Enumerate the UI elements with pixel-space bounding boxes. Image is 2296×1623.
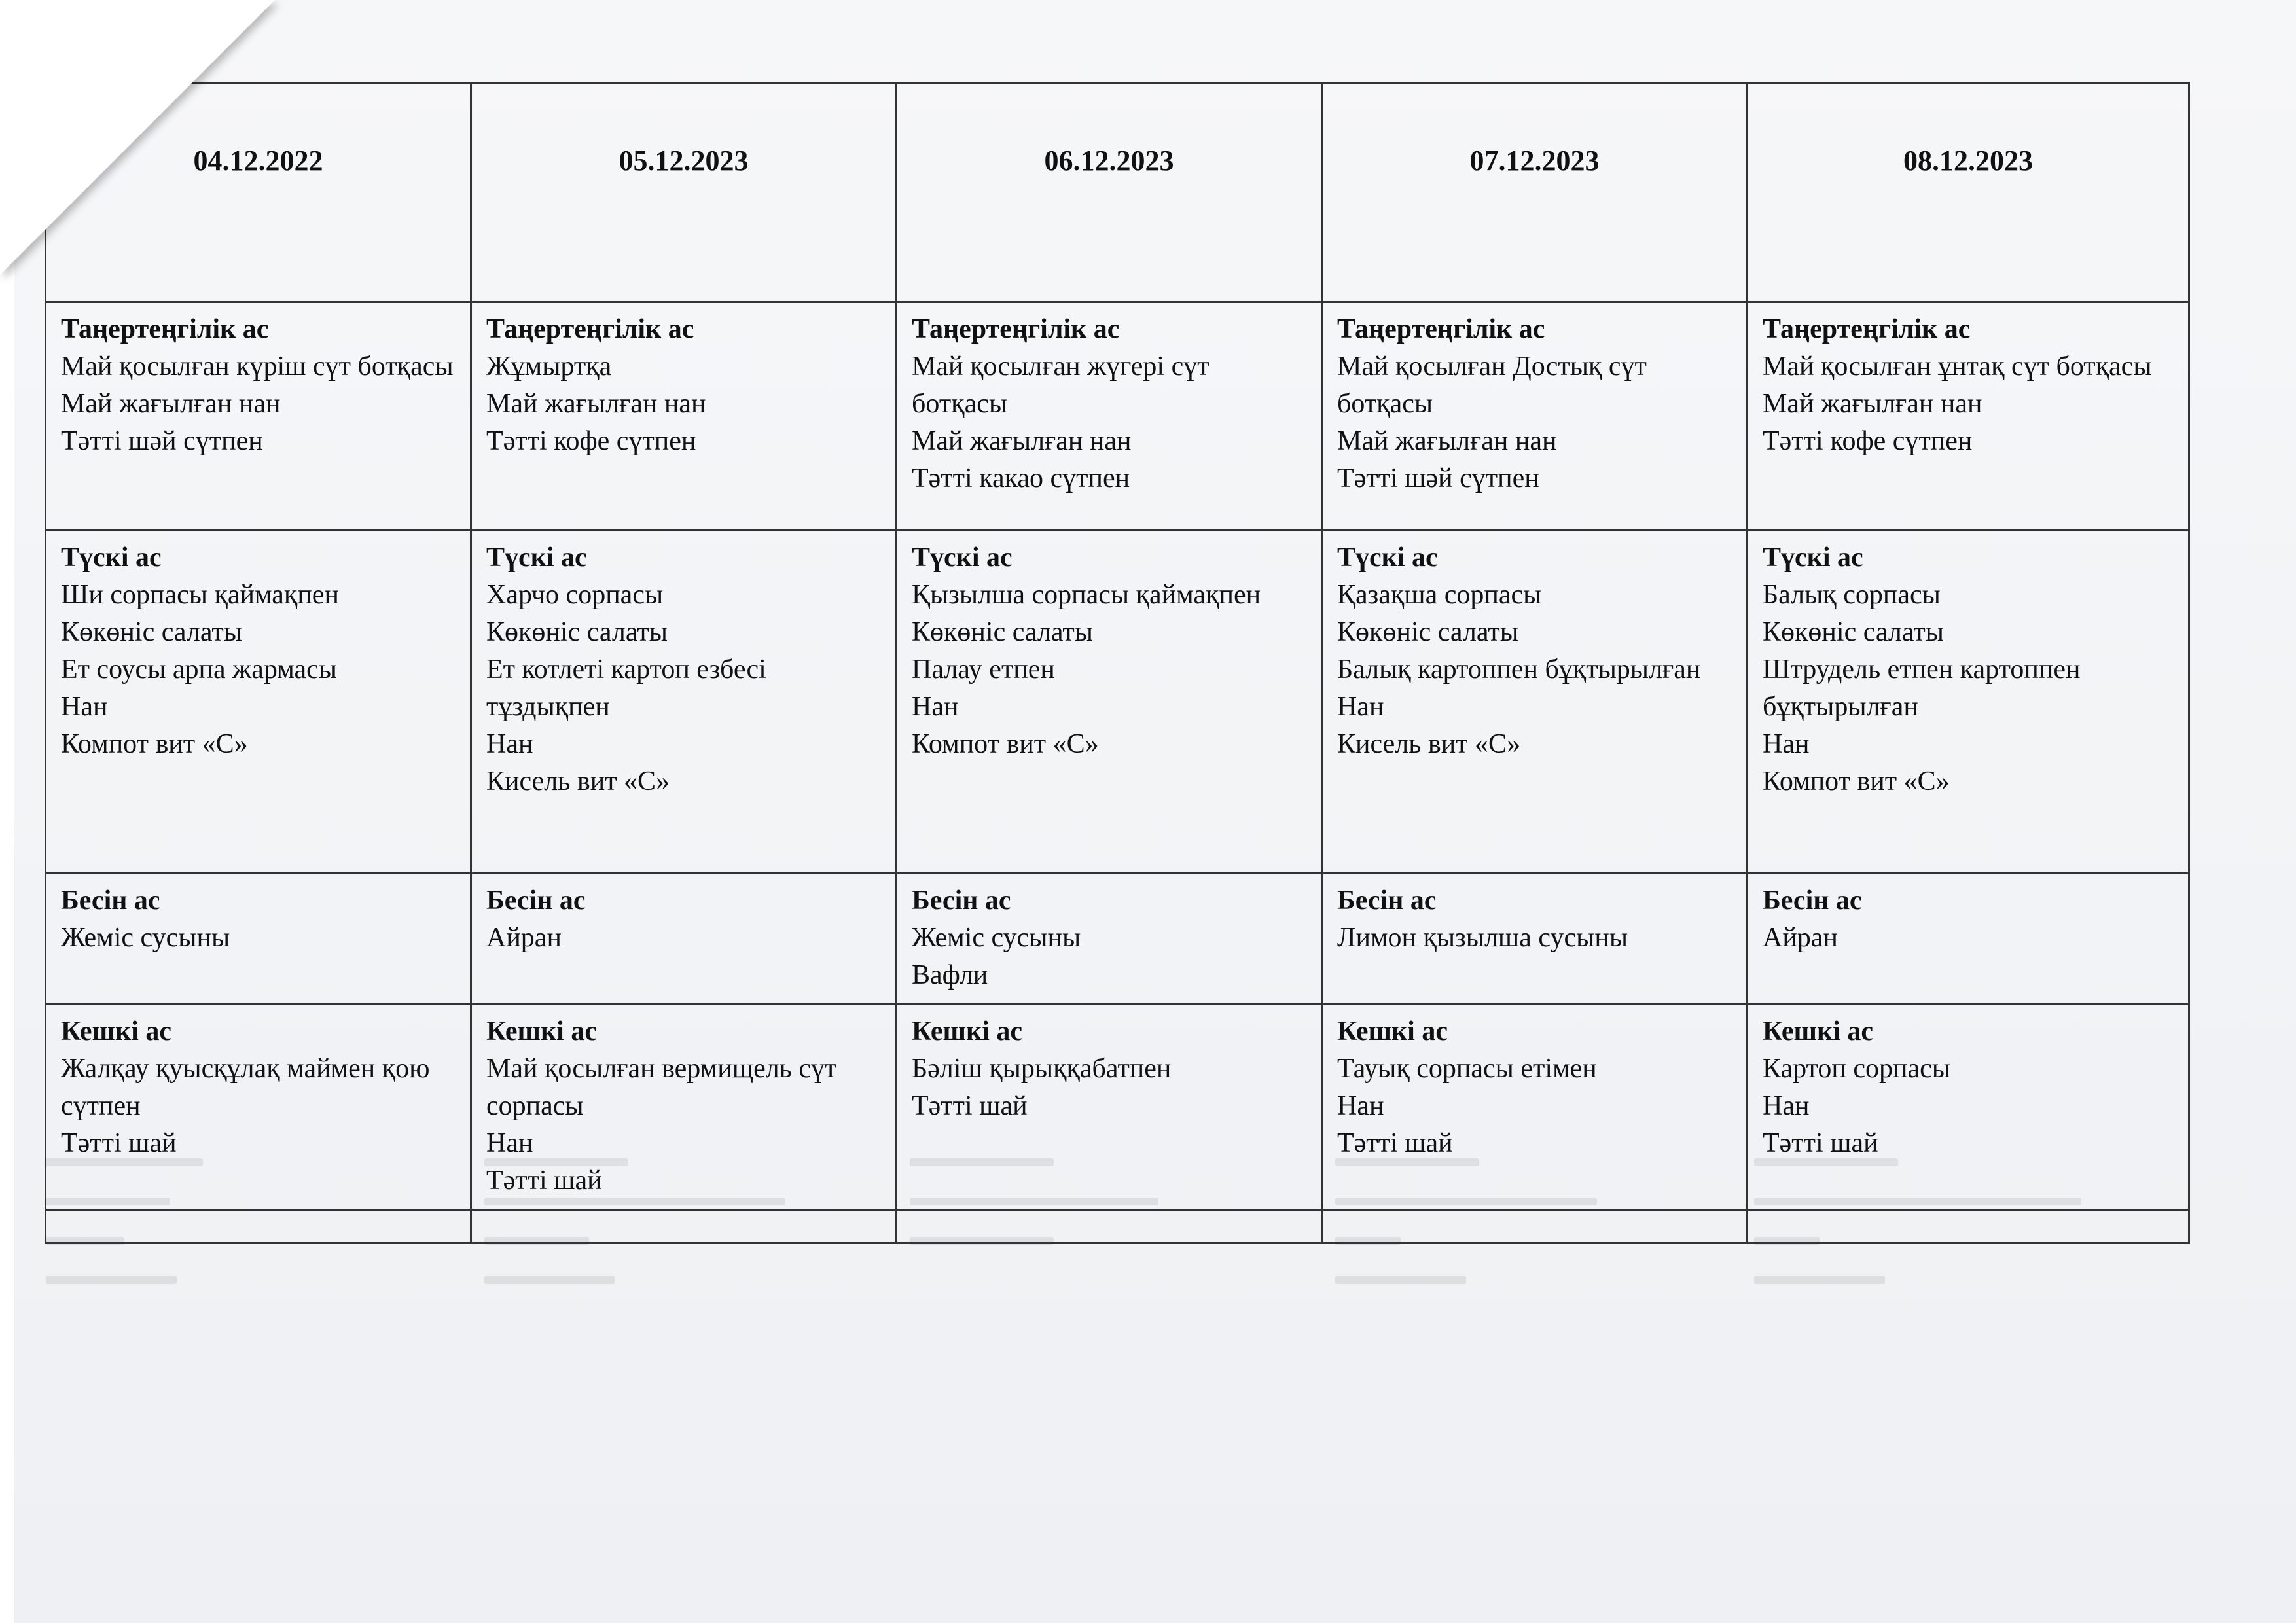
lunch-cell (1748, 531, 2189, 874)
date-label: 07.12.2023 (1469, 144, 1600, 177)
dish-item: Тауық сорпасы етімен (1337, 1054, 1597, 1084)
dish-item: Тәтті кофе сүтпен (486, 426, 696, 456)
dish-item: Тәтті шай (1763, 1128, 1878, 1158)
dish-item: Нан (1763, 729, 1810, 759)
date-cell (897, 83, 1322, 302)
dish-item: Май жағылған нан (61, 389, 281, 419)
meal-title: Түскі ас (912, 543, 1013, 573)
dinner-cell (46, 1005, 471, 1210)
dish-item: Қазақша сорпасы (1337, 580, 1542, 610)
dish-item: Ет соусы арпа жармасы (61, 654, 337, 685)
dinner-cell (471, 1005, 897, 1210)
dish-item: Май қосылған күріш сүт ботқасы (61, 351, 454, 382)
meal-title: Бесін ас (486, 885, 586, 916)
dish-item: Май қосылған ұнтақ сүт ботқасы (1763, 351, 2152, 382)
dish-item: Лимон қызылша сусыны (1337, 923, 1628, 953)
dish-item: Май қосылған вермищель сүт сорпасы (486, 1054, 837, 1121)
breakfast-cell (897, 302, 1322, 531)
meal-title: Бесін ас (61, 885, 160, 916)
dish-item: Харчо сорпасы (486, 580, 664, 610)
meal-title: Бесін ас (1763, 885, 1862, 916)
empty-cell (46, 1210, 471, 1243)
dish-item: Тәтті шай (912, 1091, 1028, 1121)
dinner-cell (897, 1005, 1322, 1210)
meal-title: Кешкі ас (912, 1016, 1022, 1046)
dish-item: Вафли (912, 960, 988, 990)
dish-item: Балық сорпасы (1763, 580, 1941, 610)
dish-item: Көкөніс салаты (486, 617, 668, 647)
date-label: 05.12.2023 (619, 144, 749, 177)
dish-item: Штрудель етпен картоппен бұқтырылған (1763, 654, 2081, 722)
dish-item: Нан (1337, 692, 1384, 722)
dish-item: Кисель вит «С» (486, 766, 670, 796)
dish-item: Айран (1763, 923, 1838, 953)
dish-item: Айран (486, 923, 562, 953)
folded-corner (0, 0, 275, 275)
dish-item: Нан (486, 1128, 533, 1158)
meal-title: Бесін ас (912, 885, 1011, 916)
empty-cell (471, 1210, 897, 1243)
dinner-row (46, 1005, 2189, 1210)
dish-item: Май жағылған нан (1763, 389, 1982, 419)
date-cell (1748, 83, 2189, 302)
meal-title: Таңертеңгілік ас (1763, 314, 1971, 344)
dish-item: Тәтті шәй сүтпен (1337, 463, 1539, 493)
lunch-cell (46, 531, 471, 874)
dish-item: Жеміс сусыны (61, 923, 230, 953)
dish-item: Май қосылған жүгері сүт ботқасы (912, 351, 1210, 419)
meal-title: Түскі ас (1337, 543, 1438, 573)
breakfast-cell (1748, 302, 2189, 531)
dish-item: Картоп сорпасы (1763, 1054, 1950, 1084)
meal-title: Кешкі ас (486, 1016, 597, 1046)
empty-cell (897, 1210, 1322, 1243)
snack-cell (471, 874, 897, 1005)
dish-item: Тәтті шай (486, 1166, 602, 1196)
dish-item: Жеміс сусыны (912, 923, 1081, 953)
lunch-cell (471, 531, 897, 874)
dish-item: Жұмыртқа (486, 351, 612, 382)
breakfast-cell (471, 302, 897, 531)
empty-cell (1322, 1210, 1748, 1243)
weekly-menu-table (45, 82, 2190, 1244)
lunch-row (46, 531, 2189, 874)
dish-item: Нан (1763, 1091, 1810, 1121)
breakfast-cell (1322, 302, 1748, 531)
snack-cell (897, 874, 1322, 1005)
snack-cell (1322, 874, 1748, 1005)
dish-item: Көкөніс салаты (1763, 617, 1944, 647)
dinner-cell (1322, 1005, 1748, 1210)
dish-item: Көкөніс салаты (912, 617, 1093, 647)
date-header-row (46, 83, 2189, 302)
dish-item: Май жағылған нан (912, 426, 1132, 456)
dish-item: Жалқау қуысқұлақ маймен қою сүтпен (61, 1054, 430, 1121)
dish-item: Нан (912, 692, 959, 722)
dish-item: Ет котлеті картоп езбесі тұздықпен (486, 654, 766, 722)
meal-title: Кешкі ас (61, 1016, 171, 1046)
dish-item: Палау етпен (912, 654, 1055, 685)
meal-title: Түскі ас (486, 543, 587, 573)
breakfast-row (46, 302, 2189, 531)
meal-title: Түскі ас (61, 543, 162, 573)
meal-title: Таңертеңгілік ас (61, 314, 269, 344)
dish-item: Нан (486, 729, 533, 759)
empty-row (46, 1210, 2189, 1243)
date-label: 06.12.2023 (1044, 144, 1174, 177)
dish-item: Компот вит «С» (912, 729, 1099, 759)
dish-item: Тәтті какао сүтпен (912, 463, 1130, 493)
dish-item: Тәтті шәй сүтпен (61, 426, 263, 456)
meal-title: Кешкі ас (1763, 1016, 1873, 1046)
meal-title: Таңертеңгілік ас (486, 314, 694, 344)
meal-title: Түскі ас (1763, 543, 1863, 573)
date-cell (471, 83, 897, 302)
snack-cell (1748, 874, 2189, 1005)
dish-item: Май жағылған нан (1337, 426, 1557, 456)
dish-item: Компот вит «С» (1763, 766, 1950, 796)
snack-cell (46, 874, 471, 1005)
dish-item: Тәтті кофе сүтпен (1763, 426, 1973, 456)
dish-item: Нан (61, 692, 108, 722)
lunch-cell (1322, 531, 1748, 874)
dish-item: Нан (1337, 1091, 1384, 1121)
date-cell (1322, 83, 1748, 302)
dish-item: Қызылша сорпасы қаймақпен (912, 580, 1261, 610)
dish-item: Май жағылған нан (486, 389, 706, 419)
date-label: 08.12.2023 (1903, 144, 2033, 177)
dish-item: Көкөніс салаты (1337, 617, 1518, 647)
meal-title: Таңертеңгілік ас (912, 314, 1120, 344)
date-label: 04.12.2022 (193, 144, 323, 177)
dinner-cell (1748, 1005, 2189, 1210)
dish-item: Ши сорпасы қаймақпен (61, 580, 339, 610)
dish-item: Тәтті шай (1337, 1128, 1453, 1158)
dish-item: Компот вит «С» (61, 729, 248, 759)
empty-cell (1748, 1210, 2189, 1243)
dish-item: Май қосылған Достық сүт ботқасы (1337, 351, 1647, 419)
dish-item: Көкөніс салаты (61, 617, 242, 647)
dish-item: Кисель вит «С» (1337, 729, 1521, 759)
dish-item: Бәліш қырыққабатпен (912, 1054, 1172, 1084)
dish-item: Тәтті шай (61, 1128, 177, 1158)
dish-item: Балық картоппен бұқтырылған (1337, 654, 1701, 685)
meal-title: Кешкі ас (1337, 1016, 1448, 1046)
snack-row (46, 874, 2189, 1005)
meal-title: Таңертеңгілік ас (1337, 314, 1545, 344)
breakfast-cell (46, 302, 471, 531)
lunch-cell (897, 531, 1322, 874)
meal-title: Бесін ас (1337, 885, 1437, 916)
